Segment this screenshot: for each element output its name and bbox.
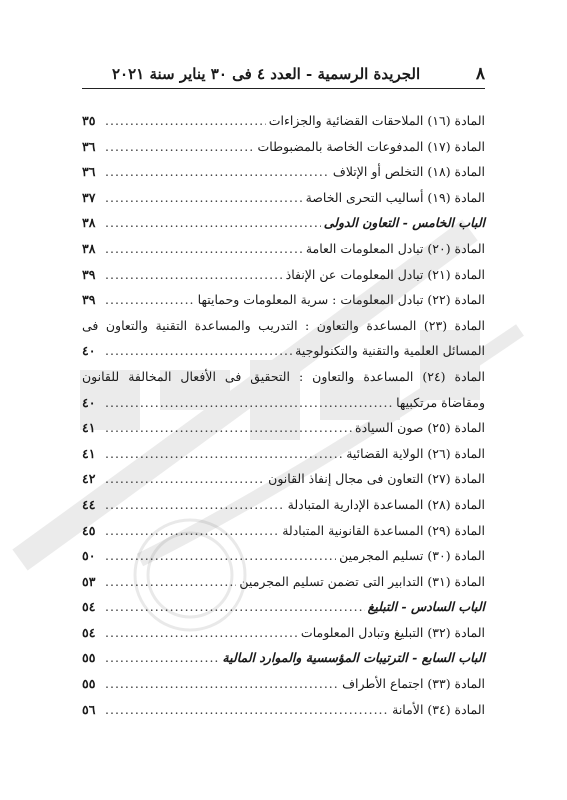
toc-page-number: ٣٦	[82, 164, 96, 180]
page-header	[82, 58, 485, 89]
toc-label: الباب الخامس - التعاون الدولى	[323, 215, 485, 231]
toc-page-number: ٤٢	[82, 471, 96, 487]
toc-label: المادة (٢٥) صون السيادة	[355, 420, 485, 436]
leader-dots	[105, 292, 195, 307]
toc-label: المادة (٢٠) تبادل المعلومات العامة	[305, 240, 485, 256]
leader-dots	[105, 625, 298, 640]
toc-entry-row	[82, 292, 485, 318]
toc-label: المادة (١٧) المدفوعات الخاصة بالمضبوطات	[257, 138, 485, 154]
toc-label: المادة (٢٢) تبادل المعلومات : سرية المعلومات وحمايتها	[197, 292, 485, 308]
toc-entry-row	[82, 395, 485, 421]
leader-dots	[105, 343, 292, 358]
toc-page-number: ٥٣	[82, 573, 96, 589]
toc-entry-row	[82, 139, 485, 165]
leader-dots	[105, 523, 279, 538]
toc-label: المادة (٣١) التدابير التى تضمن تسليم المجرمين	[239, 573, 485, 589]
toc-page-number: ٤٠	[82, 343, 96, 359]
leader-dots	[105, 139, 255, 154]
toc-entry-row	[82, 548, 485, 574]
toc-label: المادة (٢٣) المساعدة والتعاون : التدريب والمساعدة التقنية والتعاون فى	[82, 317, 485, 333]
leader-dots	[105, 471, 265, 486]
toc-label: المادة (٣٠) تسليم المجرمين	[339, 548, 485, 564]
toc-entry-row	[82, 190, 485, 216]
gazette-title: الجريدة الرسمية - العدد ٤ فى ٣٠ يناير سنة ٢٠٢١	[112, 65, 421, 83]
leader-dots	[105, 548, 336, 563]
toc-entry-row	[82, 164, 485, 190]
toc-entry-row	[82, 702, 485, 728]
leader-dots	[105, 164, 330, 179]
toc-page-number: ٣٧	[82, 189, 96, 205]
toc-page-number: ٤٥	[82, 522, 96, 538]
leader-dots	[105, 190, 303, 205]
toc-label: المادة (١٨) التخلص أو الإتلاف	[332, 164, 485, 180]
leader-dots	[105, 113, 266, 128]
toc-label: المادة (٢٨) المساعدة الإدارية المتبادلة	[287, 496, 485, 512]
leader-dots	[105, 574, 236, 589]
toc-label: المادة (٣٣) اجتماع الأطراف	[342, 676, 485, 692]
toc-label: الباب السابع - الترتيبات المؤسسية والموارد المالية	[222, 650, 485, 666]
toc-page-number: ٥٤	[82, 624, 96, 640]
toc-page-number: ٣٩	[82, 292, 96, 308]
toc-entry-row	[82, 343, 485, 369]
toc-label: المادة (٣٤) الأمانة	[392, 701, 485, 717]
toc-entry-row	[82, 369, 485, 395]
toc-page-number: ٤٠	[82, 394, 96, 410]
toc-entry-row	[82, 267, 485, 293]
toc-page-number: ٥٥	[82, 676, 96, 692]
toc-page-number: ٣٨	[82, 240, 96, 256]
toc-page-number: ٥٠	[82, 548, 96, 564]
toc-entry-row	[82, 318, 485, 344]
toc-entry-row	[82, 471, 485, 497]
toc-page-number: ٣٦	[82, 138, 96, 154]
toc-label: ومقاضاة مرتكبيها	[396, 394, 485, 410]
toc-entry-row	[82, 676, 485, 702]
toc-label: المادة (١٩) أساليب التحرى الخاصة	[305, 189, 485, 205]
toc-label: المادة (٢٧) التعاون فى مجال إنفاذ القانون	[268, 471, 485, 487]
page-number: ٨	[475, 64, 485, 84]
toc-chapter-row	[82, 215, 485, 241]
toc-label: المادة (٣٢) التبليغ وتبادل المعلومات	[300, 624, 485, 640]
table-of-contents	[82, 113, 485, 727]
toc-page-number: ٤٤	[82, 496, 96, 512]
toc-label: المادة (٢٦) الولاية القضائية	[346, 445, 485, 461]
leader-dots	[105, 497, 285, 512]
toc-label: الباب السادس - التبليغ	[367, 599, 485, 615]
toc-entry-row	[82, 241, 485, 267]
toc-label: المسائل العلمية والتقنية والتكنولوجية	[295, 343, 485, 359]
leader-dots	[105, 599, 365, 614]
toc-label: المادة (٢١) تبادل المعلومات عن الإنفاذ	[285, 266, 485, 282]
toc-label: المادة (١٦) الملاحقات القضائية والجزاءات	[268, 113, 485, 128]
leader-dots	[105, 395, 393, 410]
toc-label: المادة (٢٤) المساعدة والتعاون : التحقيق فى الأفعال المخالفة للقانون	[82, 368, 485, 384]
toc-page-number: ٣٥	[82, 113, 96, 128]
toc-entry-row	[82, 497, 485, 523]
leader-dots	[105, 446, 343, 461]
toc-page-number: ٤١	[82, 445, 96, 461]
toc-entry-row	[82, 446, 485, 472]
toc-entry-row	[82, 625, 485, 651]
toc-entry-row	[82, 523, 485, 549]
toc-label: المادة (٢٩) المساعدة القانونية المتبادلة	[282, 522, 485, 538]
toc-page-number: ٥٤	[82, 599, 96, 615]
leader-dots	[105, 241, 303, 256]
leader-dots	[105, 650, 219, 665]
toc-chapter-row	[82, 650, 485, 676]
leader-dots	[105, 215, 321, 230]
toc-page-number: ٣٨	[82, 215, 96, 231]
toc-page-number: ٥٥	[82, 650, 96, 666]
toc-entry-row	[82, 574, 485, 600]
toc-entry-row	[82, 113, 485, 139]
leader-dots	[105, 676, 339, 691]
toc-page-number: ٣٩	[82, 266, 96, 282]
toc-chapter-row	[82, 599, 485, 625]
leader-dots	[105, 702, 389, 717]
toc-page-number: ٥٦	[82, 701, 96, 717]
toc-entry-row	[82, 420, 485, 446]
toc-page-number: ٤١	[82, 420, 96, 436]
leader-dots	[105, 420, 352, 435]
leader-dots	[105, 267, 283, 282]
